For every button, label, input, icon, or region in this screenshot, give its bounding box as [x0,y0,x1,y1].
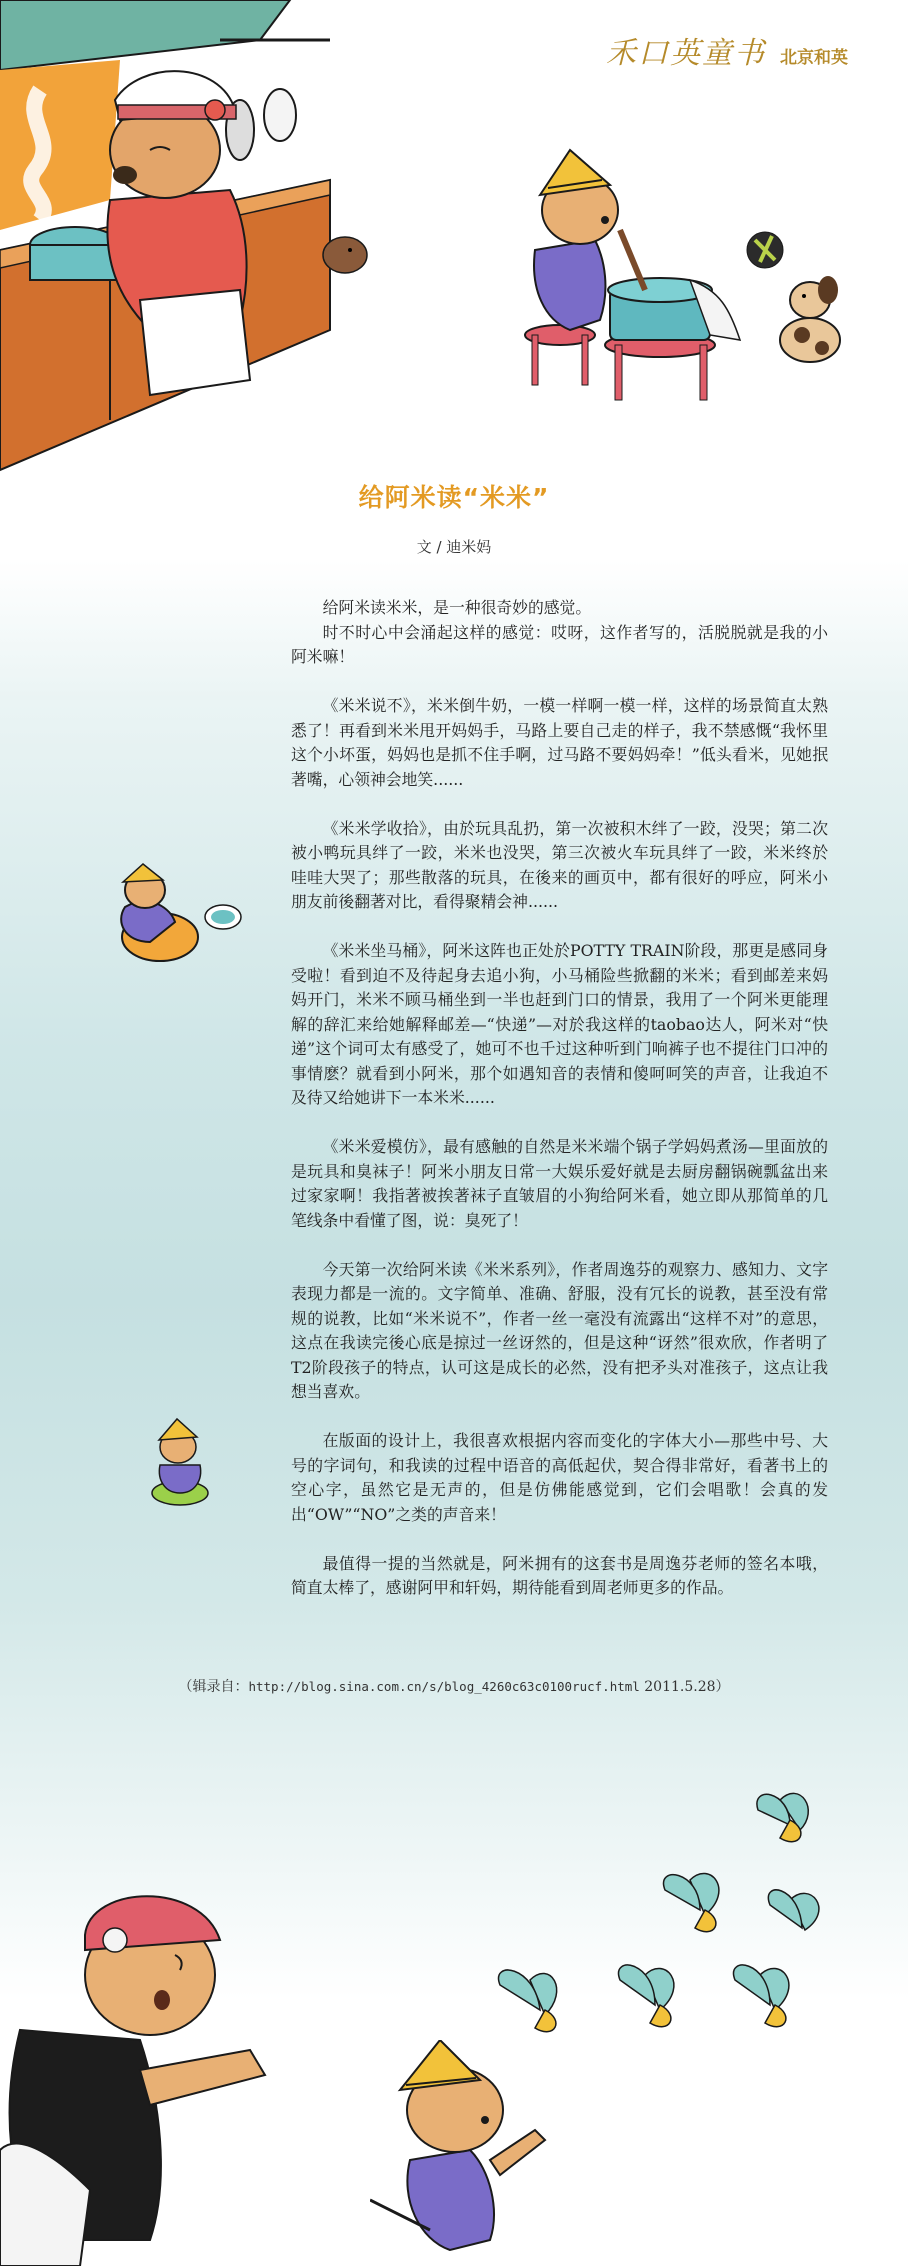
paragraph: 时不时心中会涌起这样的感觉：哎呀，这作者写的，活脱脱就是我的小阿米嘛！ [291,622,828,666]
walking-bear-icon [370,2040,570,2266]
source-label: （辑录自： [178,1679,249,1695]
tumbling-bear-icon [105,862,255,972]
article-body [291,596,828,1625]
paragraph: 在版面的设计上，我很喜欢根据内容而变化的字体大小—那些中号、大号的字词句，和我读的过程中语音的高低起伏，契合得非常好，看著书上的空心字，虽然它是无声的，但是仿佛能感觉到，它们会唱歌！会真的发出“OW”“NO”之类的声音来！ [291,1431,828,1524]
article-title: 给阿米读“米米” [358,483,550,512]
logo-mark: 禾口英童书 [606,36,766,71]
stirring-pot-bear-icon [510,140,870,410]
paragraph: 《米米坐马桶》，阿米这阵也正处於POTTY TRAIN阶段，那更是感同身受啦！看到迫不及待起身去追小狗，小马桶险些掀翻的米米；看到邮差来妈妈开门，米米不顾马桶坐到一半也赶到门口的情景，我用了一个阿米更能理解的辞汇来给她解释邮差—“快递”—对於我这样的taobao达人，阿米对“快递”这个词可太有感受了，她可不也千过这种听到门响裤子也不提往门口冲的事情麽？就看到小阿米，那个如遇知音的表情和傻呵呵笑的声音，让我迫不及待又给她讲下一本米米...... [291,941,828,1107]
cooking-bear-icon [0,0,380,480]
paragraph: 《米米说不》，米米倒牛奶，一模一样啊一模一样，这样的场景简直太熟悉了！再看到米米甩开妈妈手，马路上要自己走的样子，我不禁感慨“我怀里这个小坏蛋，妈妈也是抓不住手啊，过马路不要妈妈牵！”低头看米，见她抿著嘴，心领神会地笑...... [291,696,828,789]
source-date: 2011.5.28） [639,1679,730,1695]
potty-bear-icon [145,1415,215,1510]
paragraph: 《米米学收拾》，由於玩具乱扔，第一次被积木绊了一跤，没哭；第二次被小鸭玩具绊了一跤，米米也没哭，第三次被火车玩具绊了一跤，米米终於哇哇大哭了；那些散落的玩具，在後来的画页中，都有很好的呼应，阿米小朋友前後翻著对比，看得聚精会神...... [291,818,828,911]
butterfly-icon [490,1780,860,2070]
paragraph: 《米米爱模仿》，最有感触的自然是米米端个锅子学妈妈煮汤—里面放的是玩具和臭袜子！阿米小朋友日常一大娱乐爱好就是去厨房翻锅碗瓢盆出来过家家啊！我指著被挨著袜子直皱眉的小狗给阿米看，她立即从那简单的几笔线条中看懂了图，说：臭死了！ [291,1137,828,1230]
paragraph: 今天第一次给阿米读《米米系列》，作者周逸芬的观察力、感知力、文字表现力都是一流的。文字简单、准确、舒服，没有冗长的说教，甚至没有常规的说教，比如“米米说不”，作者一丝一毫没有流露出“这样不对”的意思，这点在我读完後心底是掠过一丝讶然的，但是这种“讶然”很欢欣，作者明了T2阶段孩子的特点，认可这是成长的必然，没有把矛头对准孩子，这点让我想当喜欢。 [291,1259,828,1401]
paragraph: 最值得一提的当然就是，阿米拥有的这套书是周逸芬老师的签名本哦，简直太棒了，感谢阿甲和轩妈，期待能看到周老师更多的作品。 [291,1553,828,1597]
paragraph: 给阿米读米米，是一种很奇妙的感觉。 [322,598,592,617]
logo-text: 北京和英 [780,48,848,68]
source-url[interactable]: http://blog.sina.com.cn/s/blog_4260c63c0100rucf.html [248,1679,640,1694]
waving-bear-icon [0,1860,290,2266]
article-author: 文 / 迪米妈 [416,538,492,556]
source-citation [0,1676,908,1696]
publisher-logo [606,28,848,72]
